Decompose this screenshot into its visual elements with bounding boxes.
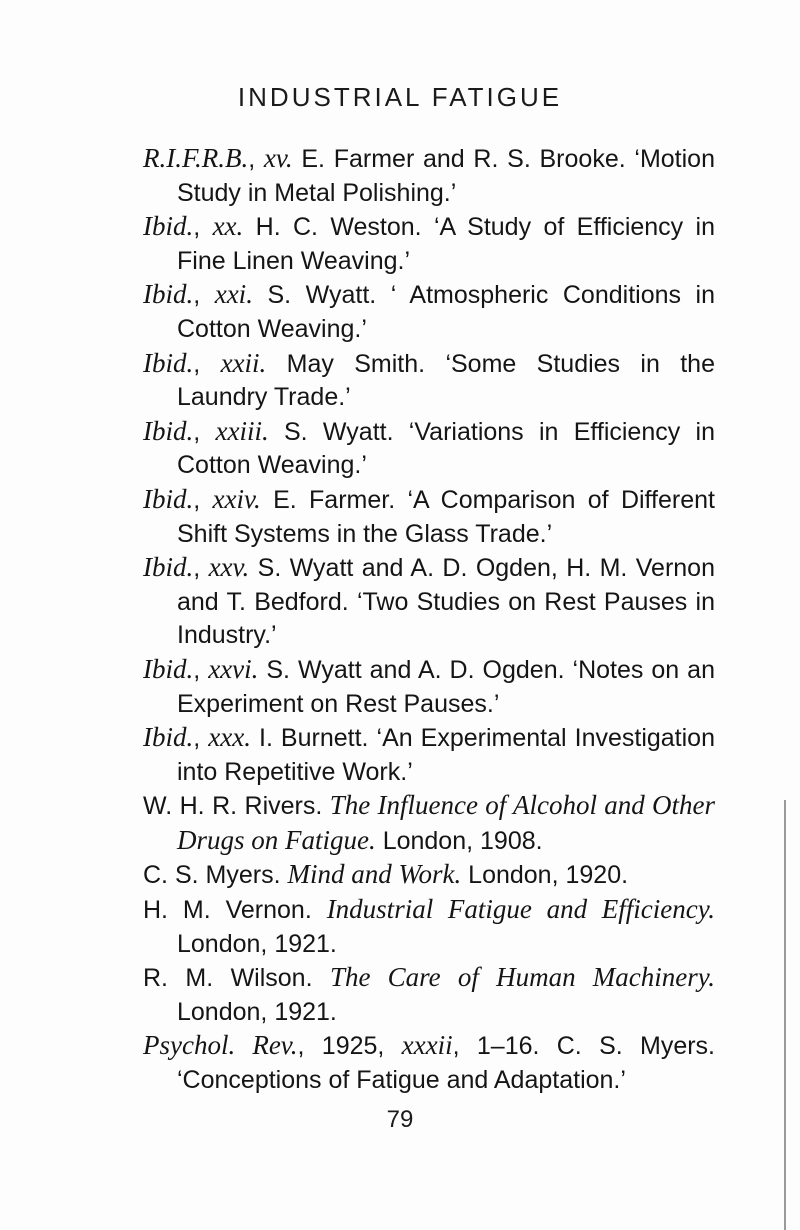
source-abbrev: Ibid. <box>143 653 194 684</box>
reference-entry <box>143 278 715 346</box>
book-imprint: London, 1921. <box>177 997 337 1026</box>
reference-text: E. Farmer. ‘A Comparison of Different Shift Systems in the Glass Trade.’ <box>177 485 715 548</box>
separator: , <box>193 724 209 753</box>
reference-text: S. Wyatt. ‘ Atmospheric Conditions in Cotton Weaving.’ <box>177 281 715 343</box>
source-abbrev: Ibid. <box>143 211 194 242</box>
volume-number: xx. <box>212 211 244 242</box>
reference-entry <box>143 551 715 653</box>
book-author: R. M. Wilson. <box>143 964 330 993</box>
book-title: Industrial Fatigue and Efficiency. <box>326 894 716 925</box>
source-abbrev: Ibid. <box>143 415 194 446</box>
source-abbrev: Ibid. <box>143 552 194 583</box>
volume-number: xxxii <box>401 1030 453 1061</box>
reference-text: S. Wyatt and A. D. Ogden, H. M. Vernon and T. Bedford. ‘Two Studies on Rest Pauses in Industry.’ <box>177 554 715 650</box>
book-title: Mind and Work. <box>287 859 462 890</box>
volume-number: xxii. <box>220 347 267 378</box>
book-author: C. S. Myers. <box>143 861 288 890</box>
book-entry <box>143 893 715 961</box>
page-number: 79 <box>386 1106 414 1133</box>
volume-number: xxiii. <box>215 415 269 446</box>
separator: , <box>193 213 213 242</box>
separator: , <box>248 145 264 173</box>
reference-text: S. Wyatt and A. D. Ogden. ‘Notes on an Experiment on Rest Pauses.’ <box>177 655 715 718</box>
book-entry <box>143 961 715 1029</box>
reference-entry <box>143 483 715 551</box>
book-title: The Care of Human Machinery. <box>329 962 715 993</box>
separator: , <box>193 485 213 514</box>
reference-text: E. Farmer and R. S. Brooke. ‘Motion Study in Metal Polishing.’ <box>177 145 715 207</box>
source-abbrev: R.I.F.R.B. <box>143 143 249 173</box>
volume-number: xxv. <box>208 552 250 583</box>
separator: , <box>193 349 221 378</box>
source-abbrev: Ibid. <box>143 722 194 753</box>
reference-entry <box>143 347 715 415</box>
book-imprint: London, 1921. <box>177 929 337 958</box>
volume-number: xv. <box>263 143 293 173</box>
separator: , <box>193 554 209 583</box>
book-author: H. M. Vernon. <box>143 896 327 925</box>
scan-edge-line <box>784 800 786 1230</box>
source-abbrev: Ibid. <box>143 483 194 514</box>
separator: , <box>193 417 216 446</box>
separator: , <box>193 281 215 310</box>
reference-list <box>143 142 715 1098</box>
book-title: The Influence of Alcohol and Other Drugs on Fatigue. <box>177 790 715 855</box>
reference-entry <box>143 142 715 210</box>
book-entry <box>143 858 715 893</box>
book-imprint: London, 1920. <box>461 861 629 890</box>
volume-number: xxvi. <box>208 653 259 684</box>
reference-entry <box>143 210 715 278</box>
separator: , 1925, <box>297 1032 402 1061</box>
separator: , <box>193 655 209 684</box>
reference-text: H. C. Weston. ‘A Study of Efficiency in Fine Linen Weaving.’ <box>177 213 715 275</box>
reference-entry <box>143 721 715 789</box>
source-abbrev: Ibid. <box>143 279 194 310</box>
source-abbrev: Ibid. <box>143 347 194 378</box>
running-head: INDUSTRIAL FATIGUE <box>237 82 563 112</box>
reference-text: S. Wyatt. ‘Variations in Efficiency in Cotton Weaving.’ <box>177 417 715 480</box>
book-entry <box>143 789 715 858</box>
reference-text: , 1–16. C. S. Myers. ‘Conceptions of Fatigue and Adaptation.’ <box>177 1032 715 1095</box>
reference-entry <box>143 415 715 483</box>
volume-number: xxiv. <box>212 483 261 514</box>
book-author: W. H. R. Rivers. <box>143 792 330 821</box>
source-abbrev: Psychol. Rev. <box>143 1030 298 1061</box>
reference-entry <box>143 653 715 721</box>
volume-number: xxi. <box>214 279 253 310</box>
book-imprint: London, 1908. <box>375 826 543 855</box>
reference-text: May Smith. ‘Some Studies in the Laundry Trade.’ <box>177 349 715 412</box>
reference-entry <box>143 1029 715 1097</box>
volume-number: xxx. <box>208 722 251 753</box>
reference-text: I. Burnett. ‘An Experimental Investigation into Repetitive Work.’ <box>177 724 715 786</box>
